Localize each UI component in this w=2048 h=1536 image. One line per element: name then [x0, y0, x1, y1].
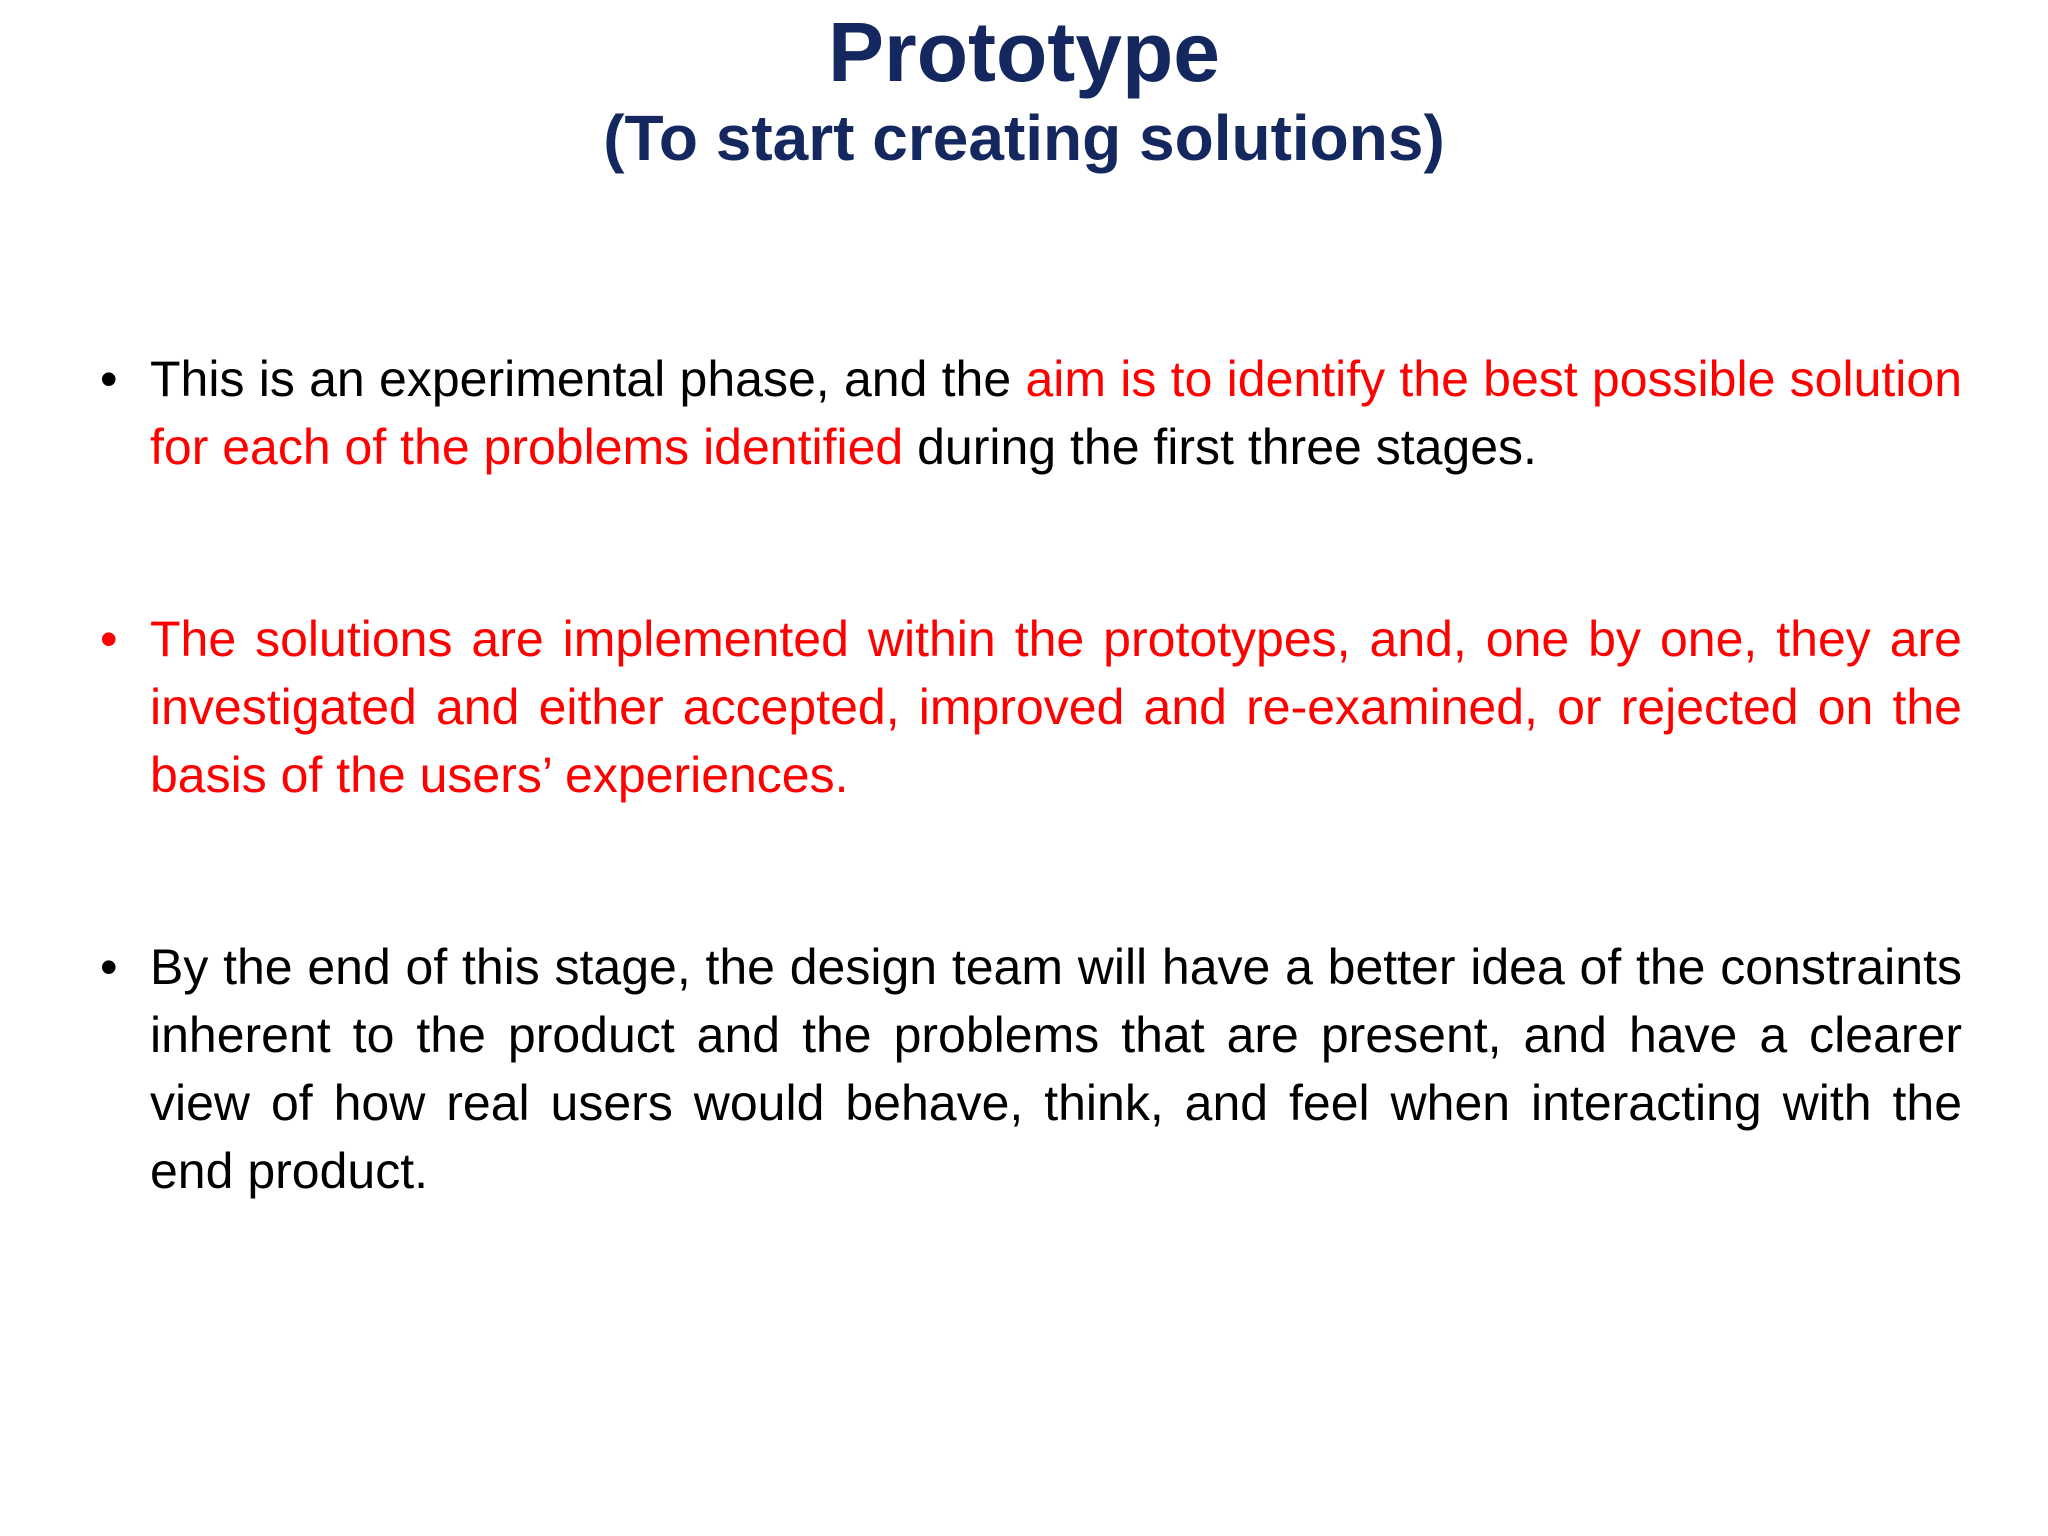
bullet-text-segment: By the end of this stage, the design team will have a better idea of the constraints inherent to the product and the problems that are present, and have a clearer view of how real users would behave, think, and feel when interacting with the end product.	[150, 939, 1962, 1199]
bullet-highlight-segment: The solutions are implemented within the prototypes, and, one by one, they are investigated and either accepted, improved and re-examined, or rejected on the basis of the users’ experiences.	[150, 611, 1962, 803]
bullet-item	[100, 605, 1962, 809]
bullet-marker: •	[100, 351, 118, 407]
page-title: Prototype	[827, 5, 1221, 99]
bullet-list	[100, 345, 1962, 1205]
page-subtitle: (To start creating solutions)	[603, 102, 1445, 174]
bullet-text-segment: This is an experimental phase, and the	[150, 351, 1026, 407]
bullet-text-segment: during the first three stages.	[903, 419, 1537, 475]
bullet-item	[100, 933, 1962, 1205]
bullet-marker: •	[100, 611, 118, 667]
bullet-marker: •	[100, 939, 118, 995]
bullet-highlight-segment: aim is to identify the best possible solution for each of the problems identified	[150, 351, 1963, 475]
bullet-item	[100, 345, 1962, 481]
